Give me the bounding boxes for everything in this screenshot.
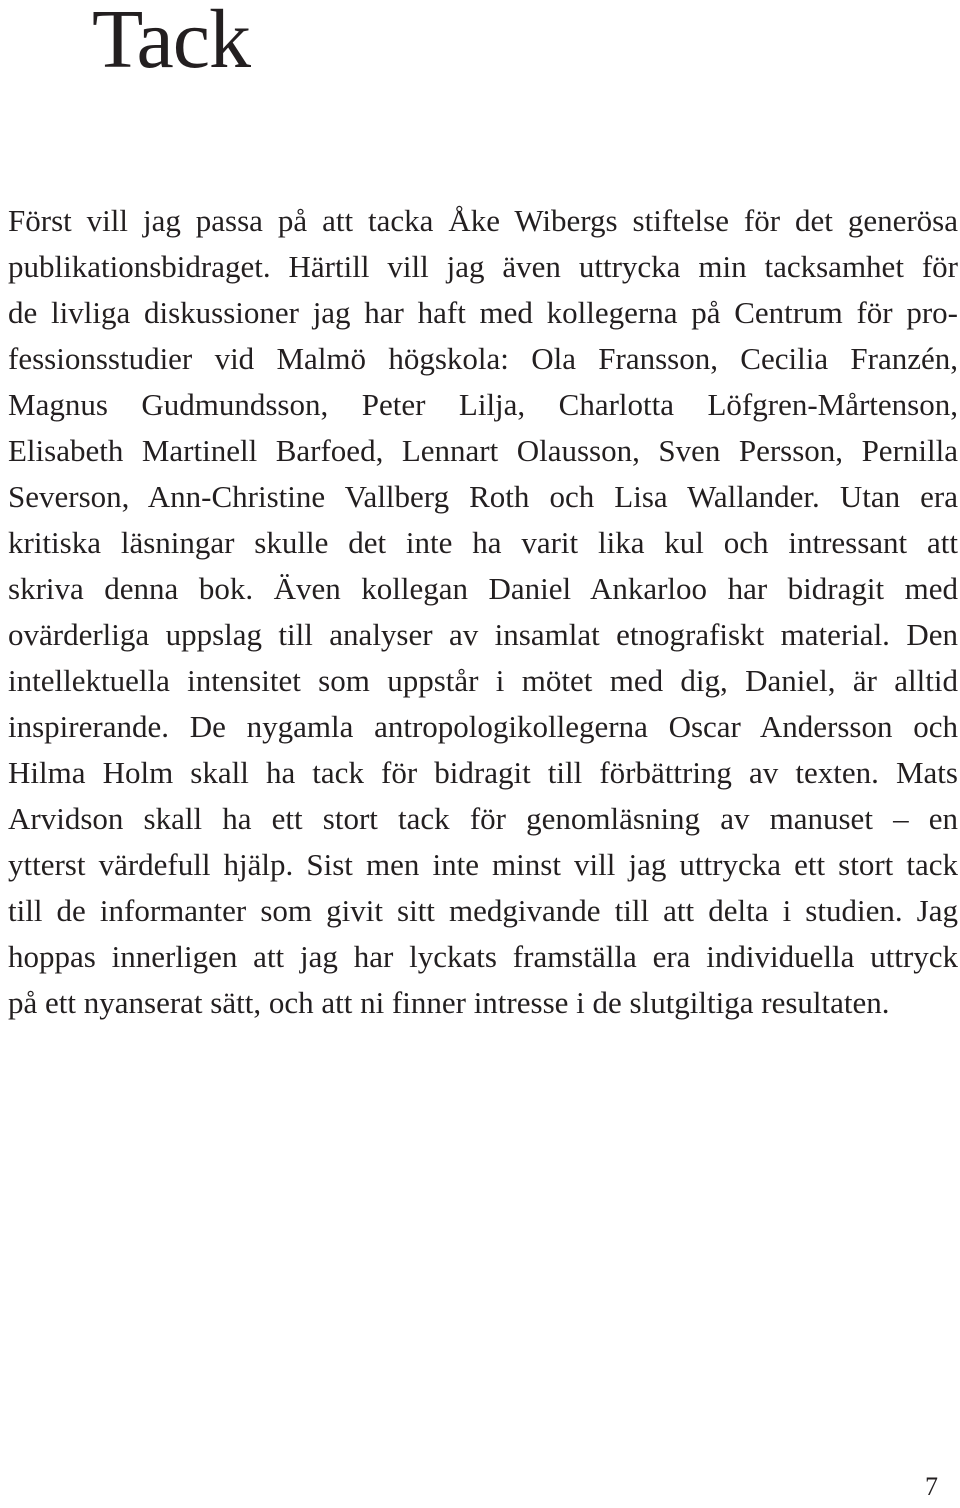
text-line: Severson, Ann-Christine Vallberg Roth och Lisa Wallander. Utan era [8, 479, 958, 514]
text-line: fessionsstudier vid Malmö högskola: Ola Fransson, Cecilia Franzén, [8, 341, 958, 376]
text-line: inspirerande. De nygamla antropologikollegerna Oscar Andersson och [8, 709, 958, 744]
acknowledgement-paragraph [8, 198, 958, 1026]
page-number: 7 [925, 1472, 938, 1501]
text-line: Elisabeth Martinell Barfoed, Lennart Olausson, Sven Persson, Pernilla [8, 433, 958, 468]
text-line: skriva denna bok. Även kollegan Daniel Ankarloo har bidragit med [8, 571, 958, 606]
text-line: Arvidson skall ha ett stort tack för genomläsning av manuset – en [8, 801, 958, 836]
text-line: Först vill jag passa på att tacka Åke Wibergs stiftelse för det generösa [8, 203, 958, 238]
text-line: på ett nyanserat sätt, och att ni finner intresse i de slutgiltiga resultaten. [8, 985, 890, 1020]
text-line: hoppas innerligen att jag har lyckats framställa era individuella uttryck [8, 939, 958, 974]
text-line: Hilma Holm skall ha tack för bidragit till förbättring av texten. Mats [8, 755, 958, 790]
text-line: publikationsbidraget. Härtill vill jag även uttrycka min tacksamhet för [8, 249, 958, 284]
text-line: kritiska läsningar skulle det inte ha varit lika kul och intressant att [8, 525, 958, 560]
text-line: till de informanter som givit sitt medgivande till att delta i studien. Jag [8, 893, 958, 928]
text-line: de livliga diskussioner jag har haft med kollegerna på Centrum för pro- [8, 295, 958, 330]
text-line: Magnus Gudmundsson, Peter Lilja, Charlotta Löfgren-Mårtenson, [8, 387, 958, 422]
text-line: intellektuella intensitet som uppstår i mötet med dig, Daniel, är alltid [8, 663, 958, 698]
text-line: ovärderliga uppslag till analyser av insamlat etnografiskt material. Den [8, 617, 958, 652]
page-title: Tack [92, 0, 251, 86]
text-line: ytterst värdefull hjälp. Sist men inte minst vill jag uttrycka ett stort tack [8, 847, 958, 882]
